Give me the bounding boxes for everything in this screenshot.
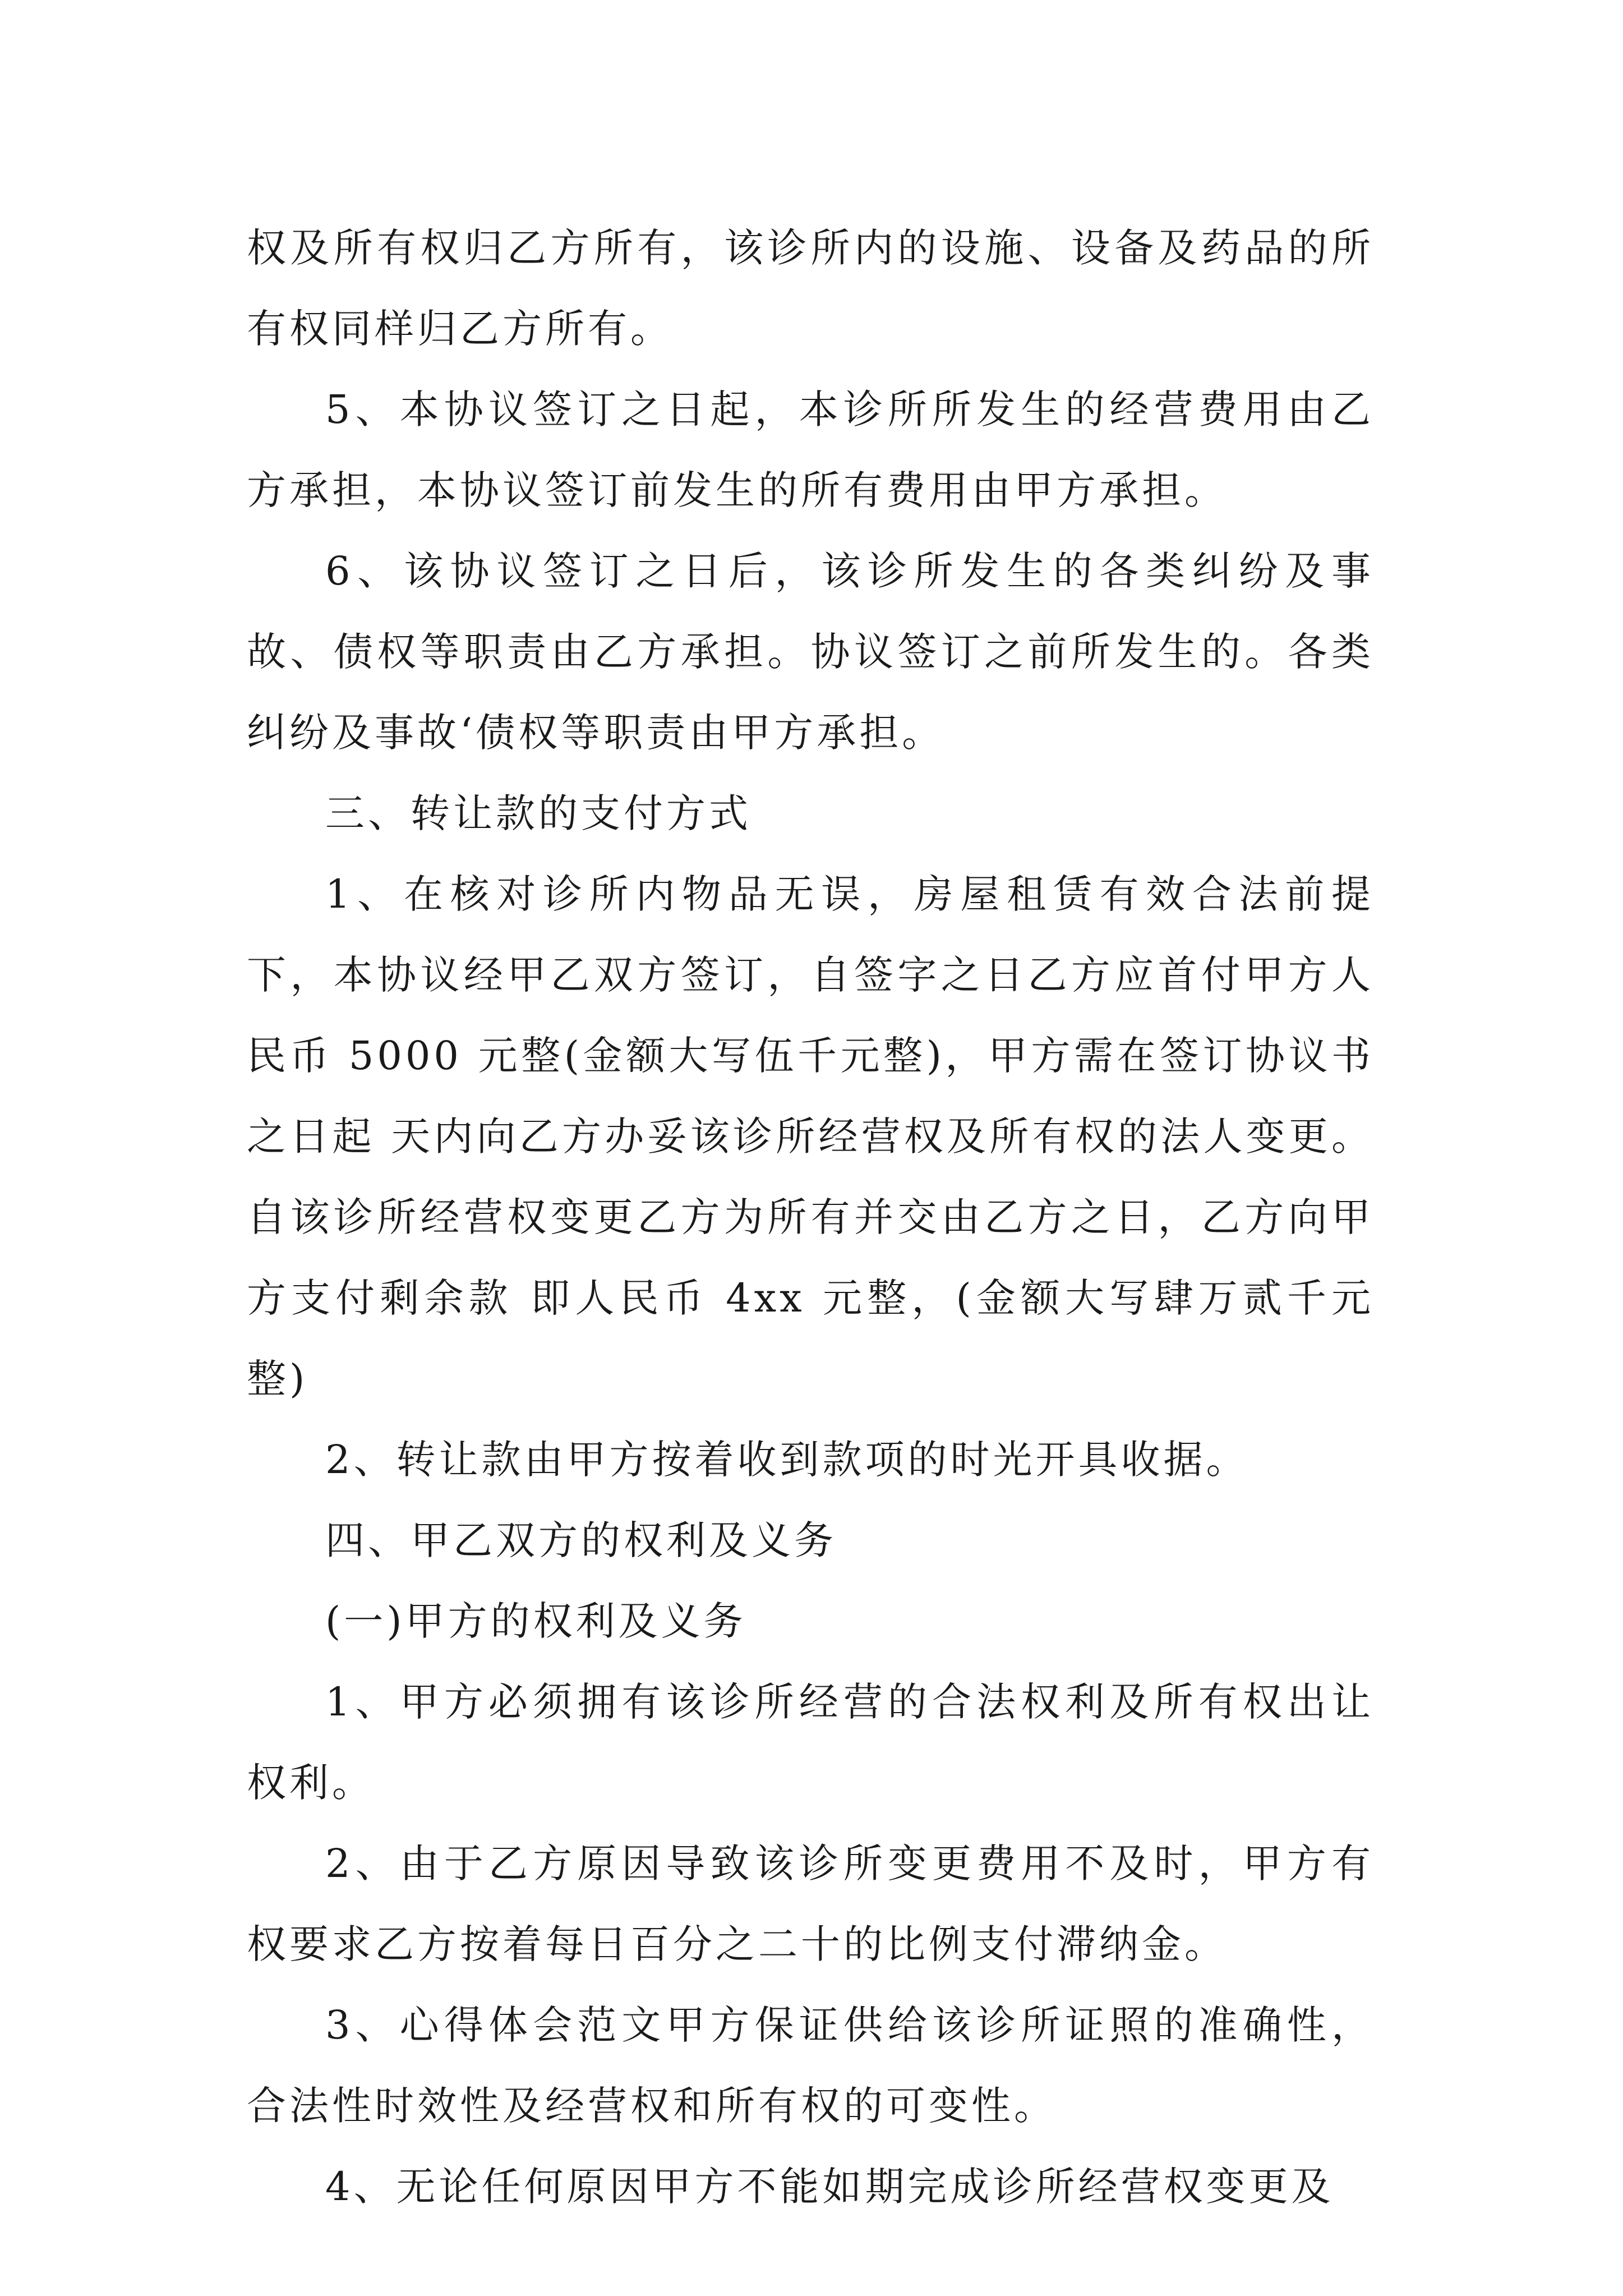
paragraph-payment-1: 1、在核对诊所内物品无误，房屋租赁有效合法前提下，本协议经甲乙双方签订，自签字之日乙方应首付甲方人民币 5000 元整(金额大写伍千元整)，甲方需在签订协议书之日起 天内向乙方办妥该诊所经营权及所有权的法人变更。自该诊所经营权变更乙方为所有并交由乙方之日，乙方向甲方支付剩余款 即人民币 4xx 元整，(金额大写肆万贰千元整) [247,871,1374,1402]
document-body [247,208,1374,2227]
section-heading-payment: 三、转让款的支付方式 [325,790,751,836]
paragraph-payment-2: 2、转让款由甲方按着收到款项的时光开具收据。 [325,1437,1249,1483]
paragraph-party-a-1: 1、甲方必须拥有该诊所经营的合法权利及所有权出让权利。 [247,1679,1374,1806]
paragraph-clause-5: 5、本协议签订之日起，本诊所所发生的经营费用由乙方承担，本协议签订前发生的所有费用由甲方承担。 [247,386,1374,513]
paragraph-continuation: 权及所有权归乙方所有，该诊所内的设施、设备及药品的所有权同样归乙方所有。 [247,225,1374,352]
paragraph-clause-6: 6、该协议签订之日后，该诊所发生的各类纠纷及事故、债权等职责由乙方承担。协议签订之前所发生的。各类纠纷及事故‘债权等职责由甲方承担。 [247,548,1374,756]
section-heading-rights: 四、甲乙双方的权利及义务 [325,1517,837,1563]
paragraph-party-a-2: 2、由于乙方原因导致该诊所变更费用不及时，甲方有权要求乙方按着每日百分之二十的比例支付滞纳金。 [247,1841,1374,1967]
paragraph-party-a-3: 3、心得体会范文甲方保证供给该诊所证照的准确性，合法性时效性及经营权和所有权的可变性。 [247,2002,1374,2129]
subsection-heading-party-a: (一)甲方的权利及义务 [325,1598,746,1644]
paragraph-party-a-4: 4、无论任何原因甲方不能如期完成诊所经营权变更及 [325,2164,1334,2210]
